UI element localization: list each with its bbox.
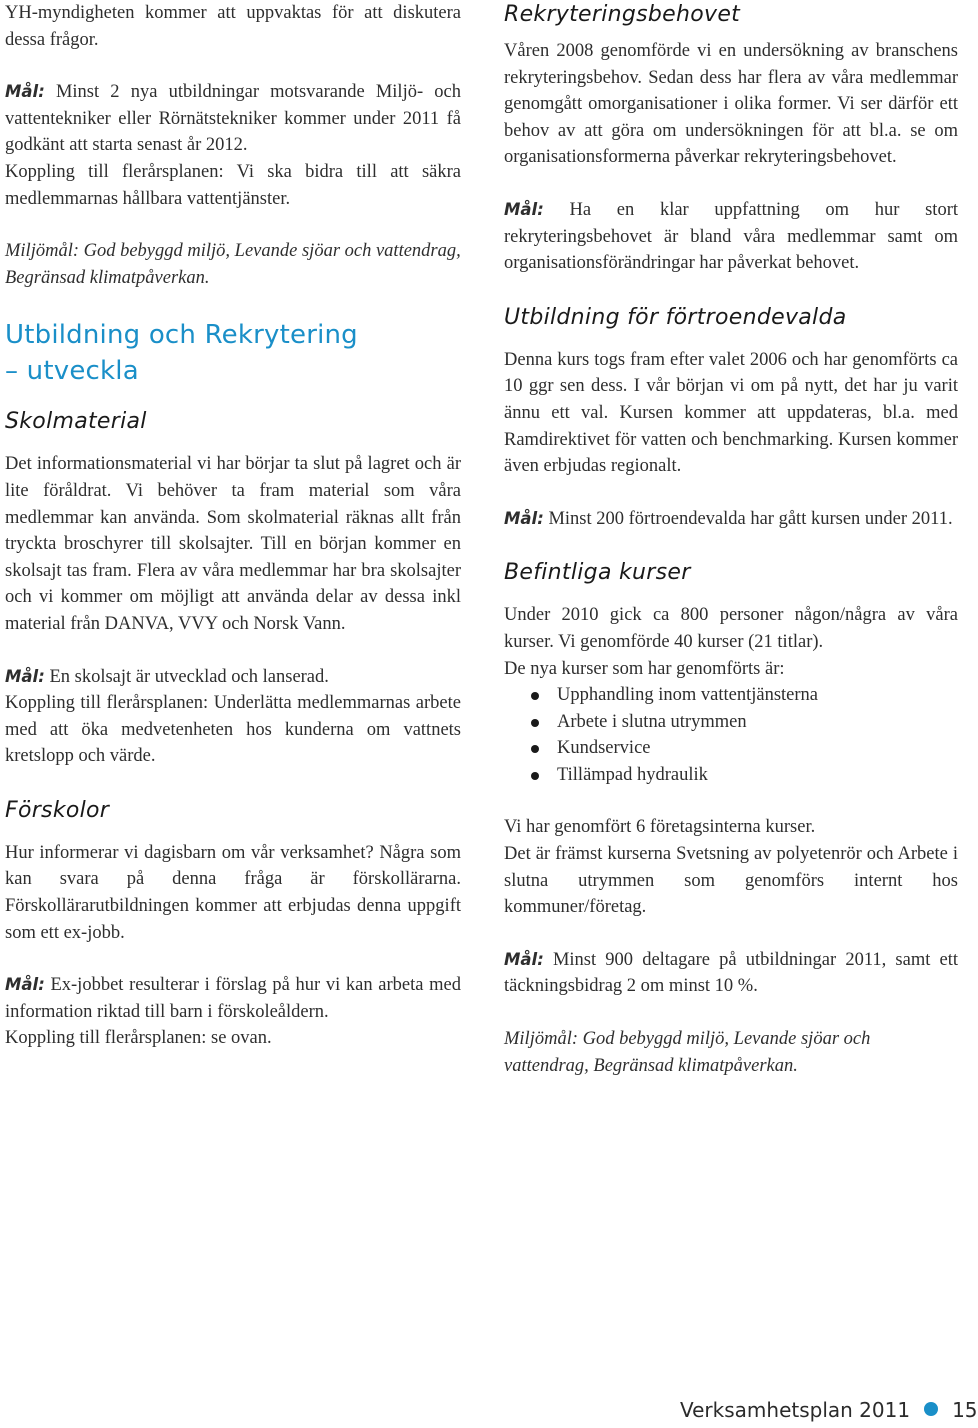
environment-goals: Miljömål: God bebyggd miljö, Levande sjöar och vattendrag, Begränsad klimatpåverkan. <box>5 241 461 288</box>
goal-label: Mål: <box>504 199 544 219</box>
rekrytering-heading: Rekryteringsbehovet <box>504 2 741 27</box>
course-list <box>504 682 958 788</box>
page-footer <box>680 1398 978 1428</box>
plan-link-paragraph: Koppling till flerårsplanen: se ovan. <box>5 1028 272 1049</box>
footer-title: Verksamhetsplan 2011 <box>680 1398 911 1422</box>
skolmaterial-heading: Skolmaterial <box>5 409 147 435</box>
list-item: Arbete i slutna utrymmen <box>504 709 958 736</box>
fortroendevalda-heading: Utbildning för förtroendevalda <box>504 304 847 330</box>
goal-paragraph <box>5 972 461 1025</box>
goal-text: En skolsajt är utvecklad och lanserad. <box>44 666 329 687</box>
kurser-internal-detail: Det är främst kurserna Svetsning av polyetenrör och Arbete i slutna utrymmen som genomförs internt hos kommuner/företag. <box>504 844 958 918</box>
goal-paragraph <box>504 197 958 277</box>
goal-paragraph <box>5 664 461 691</box>
kurser-intro: Under 2010 gick ca 800 personer någon/några av våra kurser. Vi genomförde 40 kurser (21 titlar). <box>504 605 958 652</box>
goal-label: Mål: <box>504 949 544 969</box>
kurser-intro-list-lead: De nya kurser som har genomförts är: <box>504 658 785 679</box>
goal-text: Ex-jobbet resulterar i förslag på hur vi kan arbeta med information riktad till barn i förskoleåldern. <box>5 975 461 1022</box>
goal-label: Mål: <box>5 82 45 102</box>
right-column <box>504 0 958 1079</box>
forskolor-heading: Förskolor <box>5 797 110 823</box>
kurser-internal: Vi har genomfört 6 företagsinterna kurser. <box>504 817 816 838</box>
goal-label: Mål: <box>5 666 45 686</box>
goal-label: Mål: <box>504 508 544 528</box>
goal-text: Minst 900 deltagare på utbildningar 2011, samt ett täckningsbidrag 2 om minst 10 %. <box>504 949 958 997</box>
list-item: Tillämpad hydraulik <box>504 762 958 789</box>
list-item: Kundservice <box>504 735 958 762</box>
left-column <box>5 0 461 1052</box>
goal-paragraph <box>504 506 958 533</box>
goal-label: Mål: <box>5 975 45 995</box>
kurser-heading: Befintliga kurser <box>504 560 691 586</box>
section-title: Utbildning och Rekrytering – utveckla <box>5 320 358 387</box>
plan-link-paragraph: Koppling till flerårsplanen: Underlätta medlemmarnas arbete med att öka medvetenheten hos kunderna om vattnets kretslopp och värde. <box>5 693 461 767</box>
goal-text: Minst 200 förtroendevalda har gått kursen under 2011. <box>543 508 953 529</box>
plan-link-paragraph: Koppling till flerårsplanen: Vi ska bidra till att säkra medlemmarnas hållbara vattentjänster. <box>5 161 461 209</box>
rekrytering-paragraph: Våren 2008 genomförde vi en undersökning av branschens rekryteringsbehov. Sedan dess har flera av våra medlemmar genomgått omorganisationer i olika former. Vi ser därför ett behov av att göra om undersökningen för att bl.a. se om organisationsformerna påverkar rekryteringsbehovet. <box>504 41 958 168</box>
page-number: 15 <box>952 1398 978 1422</box>
forskolor-paragraph: Hur informerar vi dagisbarn om vår verksamhet? Några som kan svara på denna fråga är förskollärarna. Förskollärarutbildningen kommer att erbjudas denna uppgift som ett ex-jobb. <box>5 842 461 943</box>
goal-text: Minst 2 nya utbildningar motsvarande Miljö- och vattentekniker eller Rörnätstekniker kommer under 2011 få godkänt att starta senast år 2012. <box>5 82 461 156</box>
skolmaterial-paragraph: Det informationsmaterial vi har börjar ta slut på lagret och är lite föråldrat. Vi behöver ta fram material som våra medlemmar kan använda. Som skolmaterial räknas allt från tryckta broschyrer till skolsajter. Till en början kommer en skolsajt tas fram. Flera av våra medlemmar har bra skolsajter och vi kommer om möjligt att använda delar av dessa inkl material från DANVA, VVY och Norsk Vann. <box>5 454 461 634</box>
intro-paragraph: YH-myndigheten kommer att uppvaktas för att diskutera dessa frågor. <box>5 3 461 50</box>
fortroendevalda-paragraph: Denna kurs togs fram efter valet 2006 och har genomförts ca 10 ggr sen dess. I vår början vi om på nytt, det har ju varit ännu ett val. Kursen kommer att uppdateras, bl.a. med Ramdirektivet för vatten och benchmarking. Kursen kommer även erbjudas regionalt. <box>504 349 958 477</box>
environment-goals: Miljömål: God bebyggd miljö, Levande sjöar och vattendrag, Begränsad klimatpåverkan. <box>504 1029 871 1076</box>
list-item: Upphandling inom vattentjänsterna <box>504 682 958 709</box>
goal-paragraph <box>504 947 958 1000</box>
goal-text: Ha en klar uppfattning om hur stort rekryteringsbehovet är bland våra medlemmar samt om organisationsförändringar har påverkat behovet. <box>504 199 958 274</box>
footer-dot-icon <box>924 1402 938 1416</box>
goal-paragraph <box>5 79 461 159</box>
